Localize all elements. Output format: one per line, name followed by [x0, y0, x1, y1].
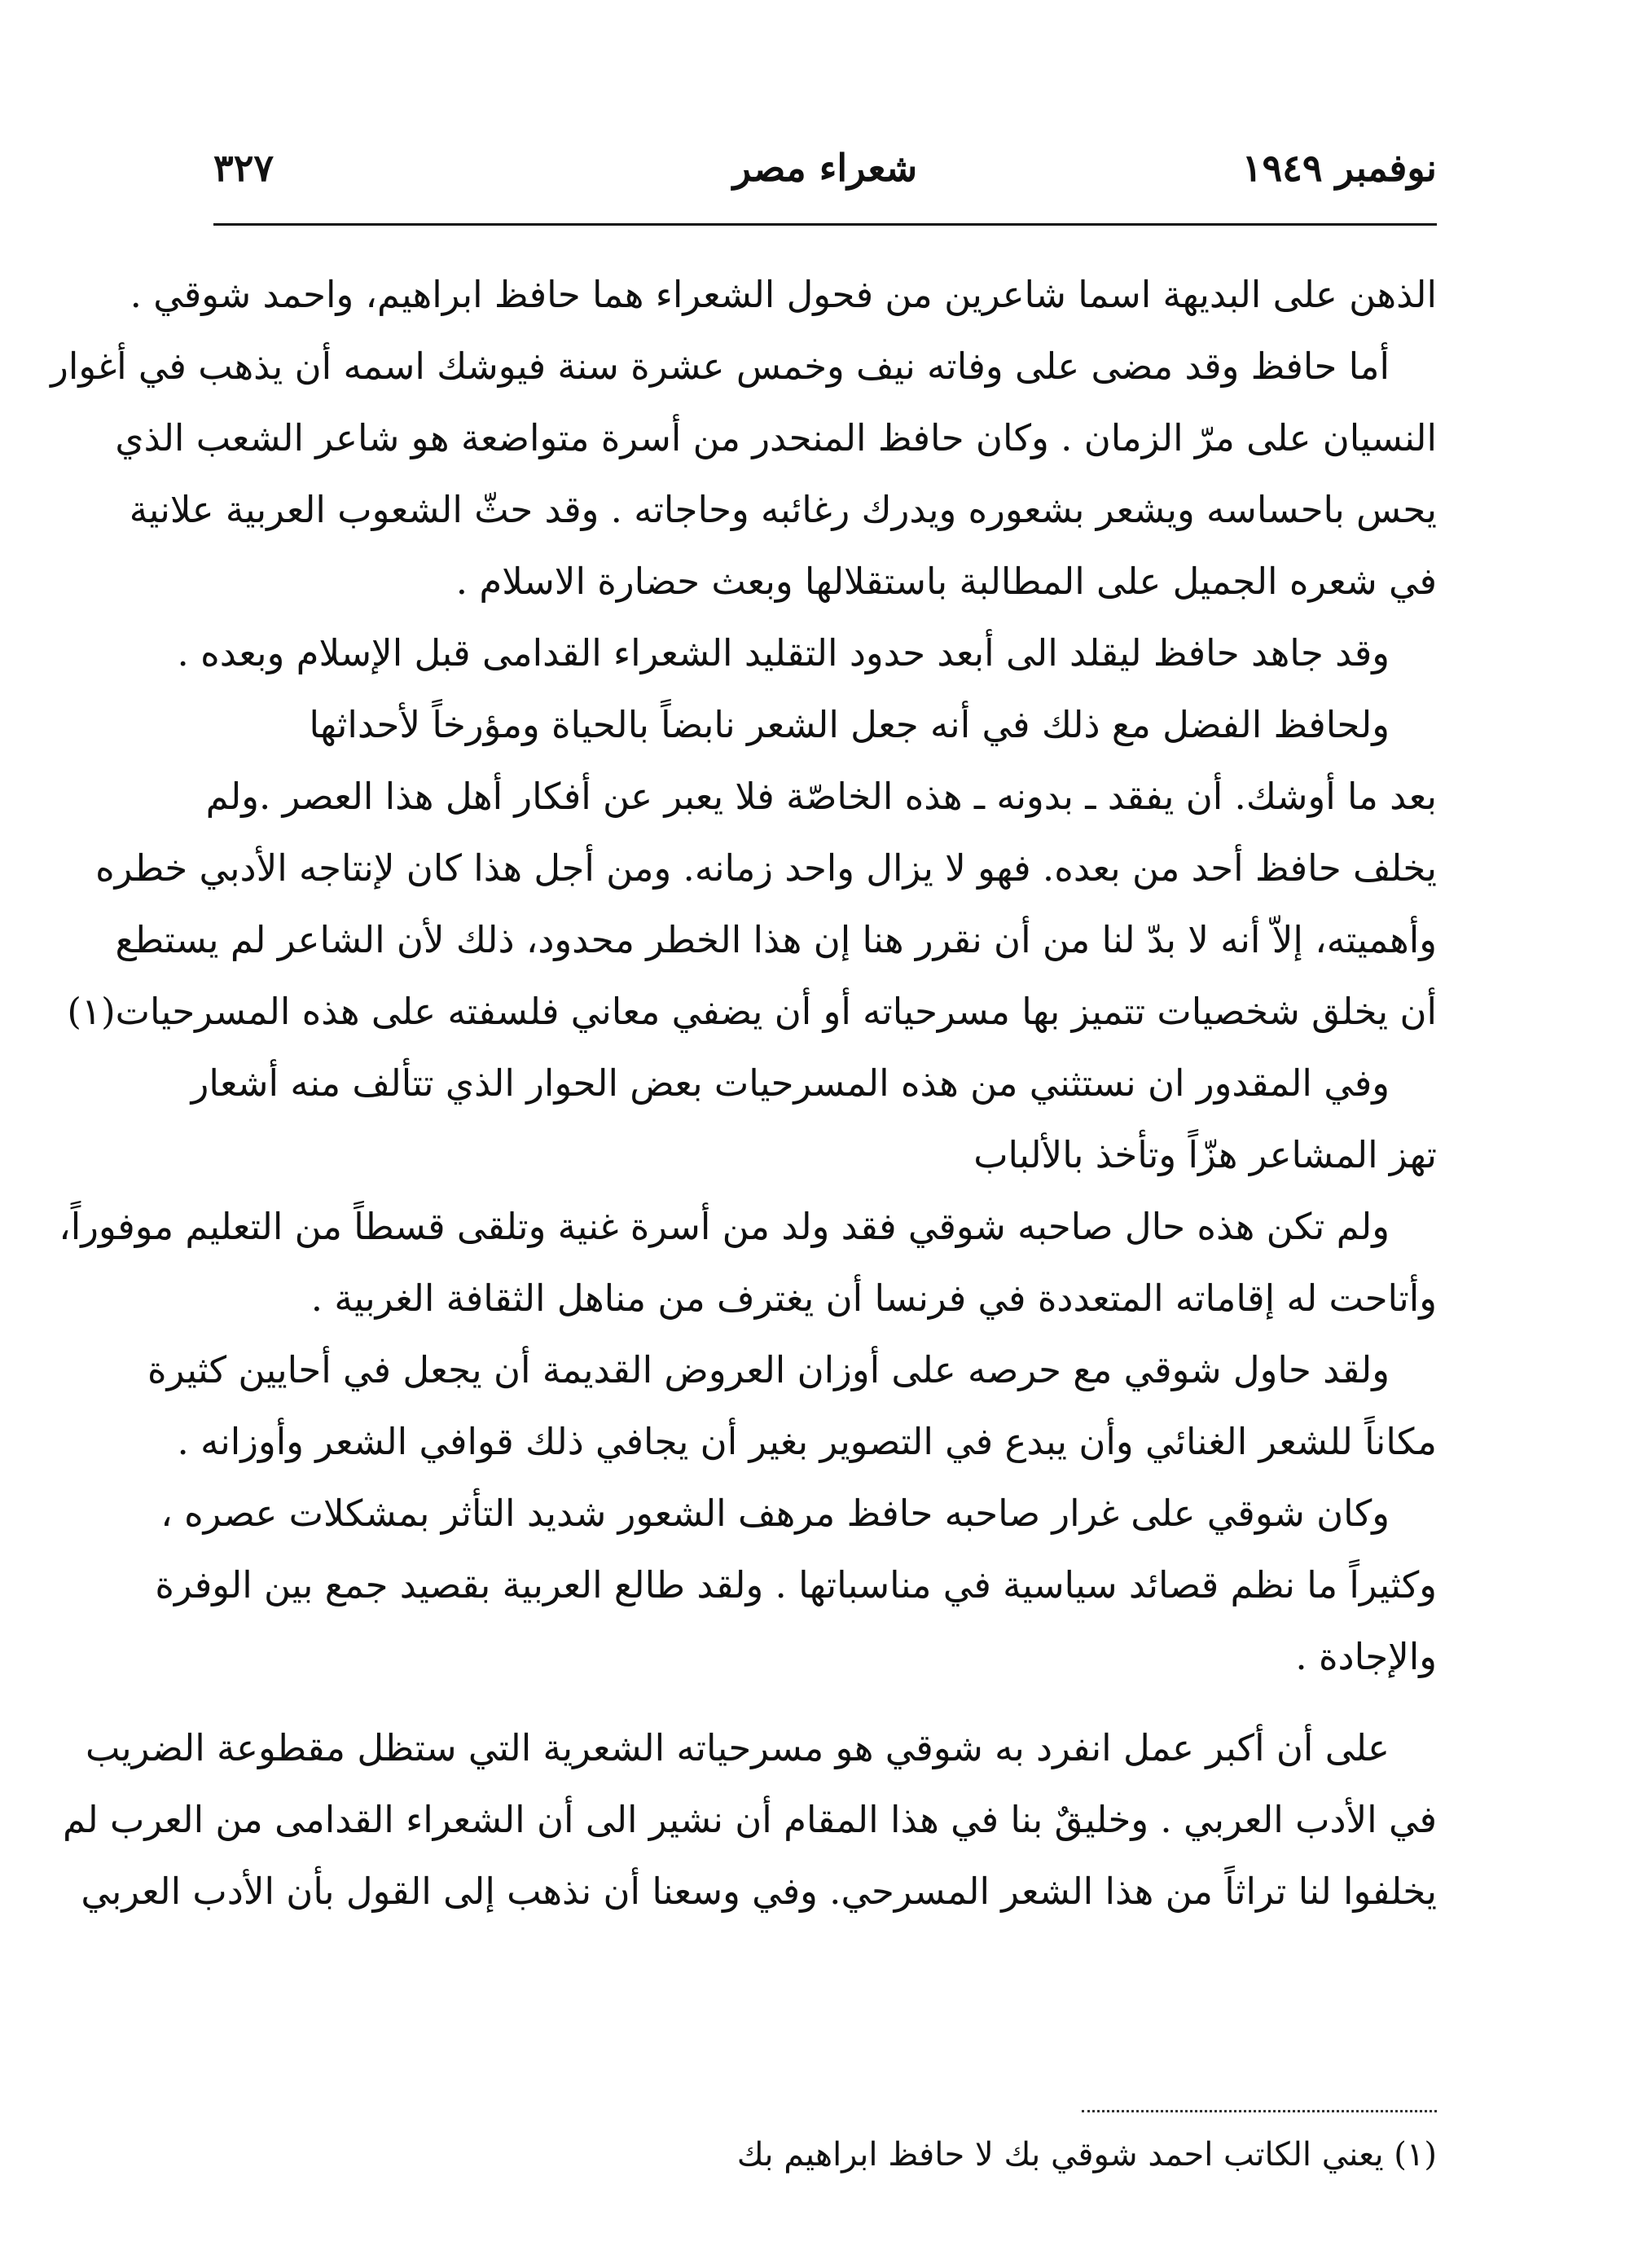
- body-line: وكثيراً ما نظم قصائد سياسية في مناسباتها . ولقد طالع العربية بقصيد جمع بين الوفرة: [155, 1563, 1437, 1606]
- header-date: نوفمبر ١٩٤٩: [1241, 146, 1437, 190]
- page-number: ٣٢٧: [213, 146, 274, 190]
- body-line: أما حافظ وقد مضى على وفاته نيف وخمس عشرة سنة فيوشك اسمه أن يذهب في أغوار: [51, 345, 1390, 388]
- footnote-rule: [1082, 2110, 1437, 2112]
- page-header: [213, 138, 1437, 197]
- body-line: ولم تكن هذه حال صاحبه شوقي فقد ولد من أسرة غنية وتلقى قسطاً من التعليم موفوراً،: [59, 1205, 1390, 1248]
- body-line: النسيان على مرّ الزمان . وكان حافظ المنحدر من أسرة متواضعة هو شاعر الشعب الذي: [115, 416, 1437, 459]
- body-line: على أن أكبر عمل انفرد به شوقي هو مسرحياته الشعرية التي ستظل مقطوعة الضريب: [85, 1726, 1390, 1769]
- body-line: وقد جاهد حافظ ليقلد الى أبعد حدود التقليد الشعراء القدامى قبل الإسلام وبعده .: [177, 631, 1390, 675]
- header-rule: [213, 223, 1437, 226]
- body-line: والإجادة .: [1295, 1635, 1437, 1678]
- body-line: أن يخلق شخصيات تتميز بها مسرحياته أو أن يضفي معاني فلسفته على هذه المسرحيات(١): [67, 990, 1437, 1033]
- body-line: في شعره الجميل على المطالبة باستقلالها وبعث حضارة الاسلام .: [455, 560, 1437, 603]
- body-line: وفي المقدور ان نستثني من هذه المسرحيات بعض الحوار الذي تتألف منه أشعار: [191, 1061, 1390, 1105]
- footnote: (١) يعني الكاتب احمد شوقي بك لا حافظ ابراهيم بك: [736, 2136, 1437, 2174]
- body-line: يخلف حافظ أحد من بعده. فهو لا يزال واحد زمانه. ومن أجل هذا كان لإنتاجه الأدبي خطره: [95, 846, 1437, 890]
- body-line: في الأدب العربي . وخليقٌ بنا في هذا المقام أن نشير الى أن الشعراء القدامى من العرب لم: [63, 1798, 1437, 1841]
- body-line: يحس باحساسه ويشعر بشعوره ويدرك رغائبه وحاجاته . وقد حثّ الشعوب العربية علانية: [129, 488, 1437, 531]
- body-line: ولقد حاول شوقي مع حرصه على أوزان العروض القديمة أن يجعل في أحايين كثيرة: [147, 1348, 1390, 1391]
- body-line: تهز المشاعر هزّاً وتأخذ بالألباب: [973, 1133, 1437, 1176]
- body-line: وأتاحت له إقاماته المتعددة في فرنسا أن يغترف من مناهل الثقافة الغربية .: [310, 1277, 1437, 1320]
- body-line: مكاناً للشعر الغنائي وأن يبدع في التصوير بغير أن يجافي ذلك قوافي الشعر وأوزانه .: [177, 1420, 1437, 1463]
- body-line: وكان شوقي على غرار صاحبه حافظ مرهف الشعور شديد التأثر بمشكلات عصره ،: [160, 1492, 1390, 1535]
- header-title: شعراء مصر: [732, 146, 918, 190]
- body-line: ولحافظ الفضل مع ذلك في أنه جعل الشعر نابضاً بالحياة ومؤرخاً لأحداثها: [309, 703, 1390, 746]
- body-line: وأهميته، إلاّ أنه لا بدّ لنا من أن نقرر هنا إن هذا الخطر محدود، ذلك لأن الشاعر لم يستطع: [115, 918, 1437, 961]
- body-line: بعد ما أوشك. أن يفقد ـ بدونه ـ هذه الخاصّة فلا يعبر عن أفكار أهل هذا العصر .ولم: [205, 775, 1437, 818]
- body-text: [51, 259, 1437, 1927]
- body-line: الذهن على البديهة اسما شاعرين من فحول الشعراء هما حافظ ابراهيم، واحمد شوقي .: [130, 273, 1437, 316]
- body-line: يخلفوا لنا تراثاً من هذا الشعر المسرحي. وفي وسعنا أن نذهب إلى القول بأن الأدب العربي: [81, 1870, 1437, 1913]
